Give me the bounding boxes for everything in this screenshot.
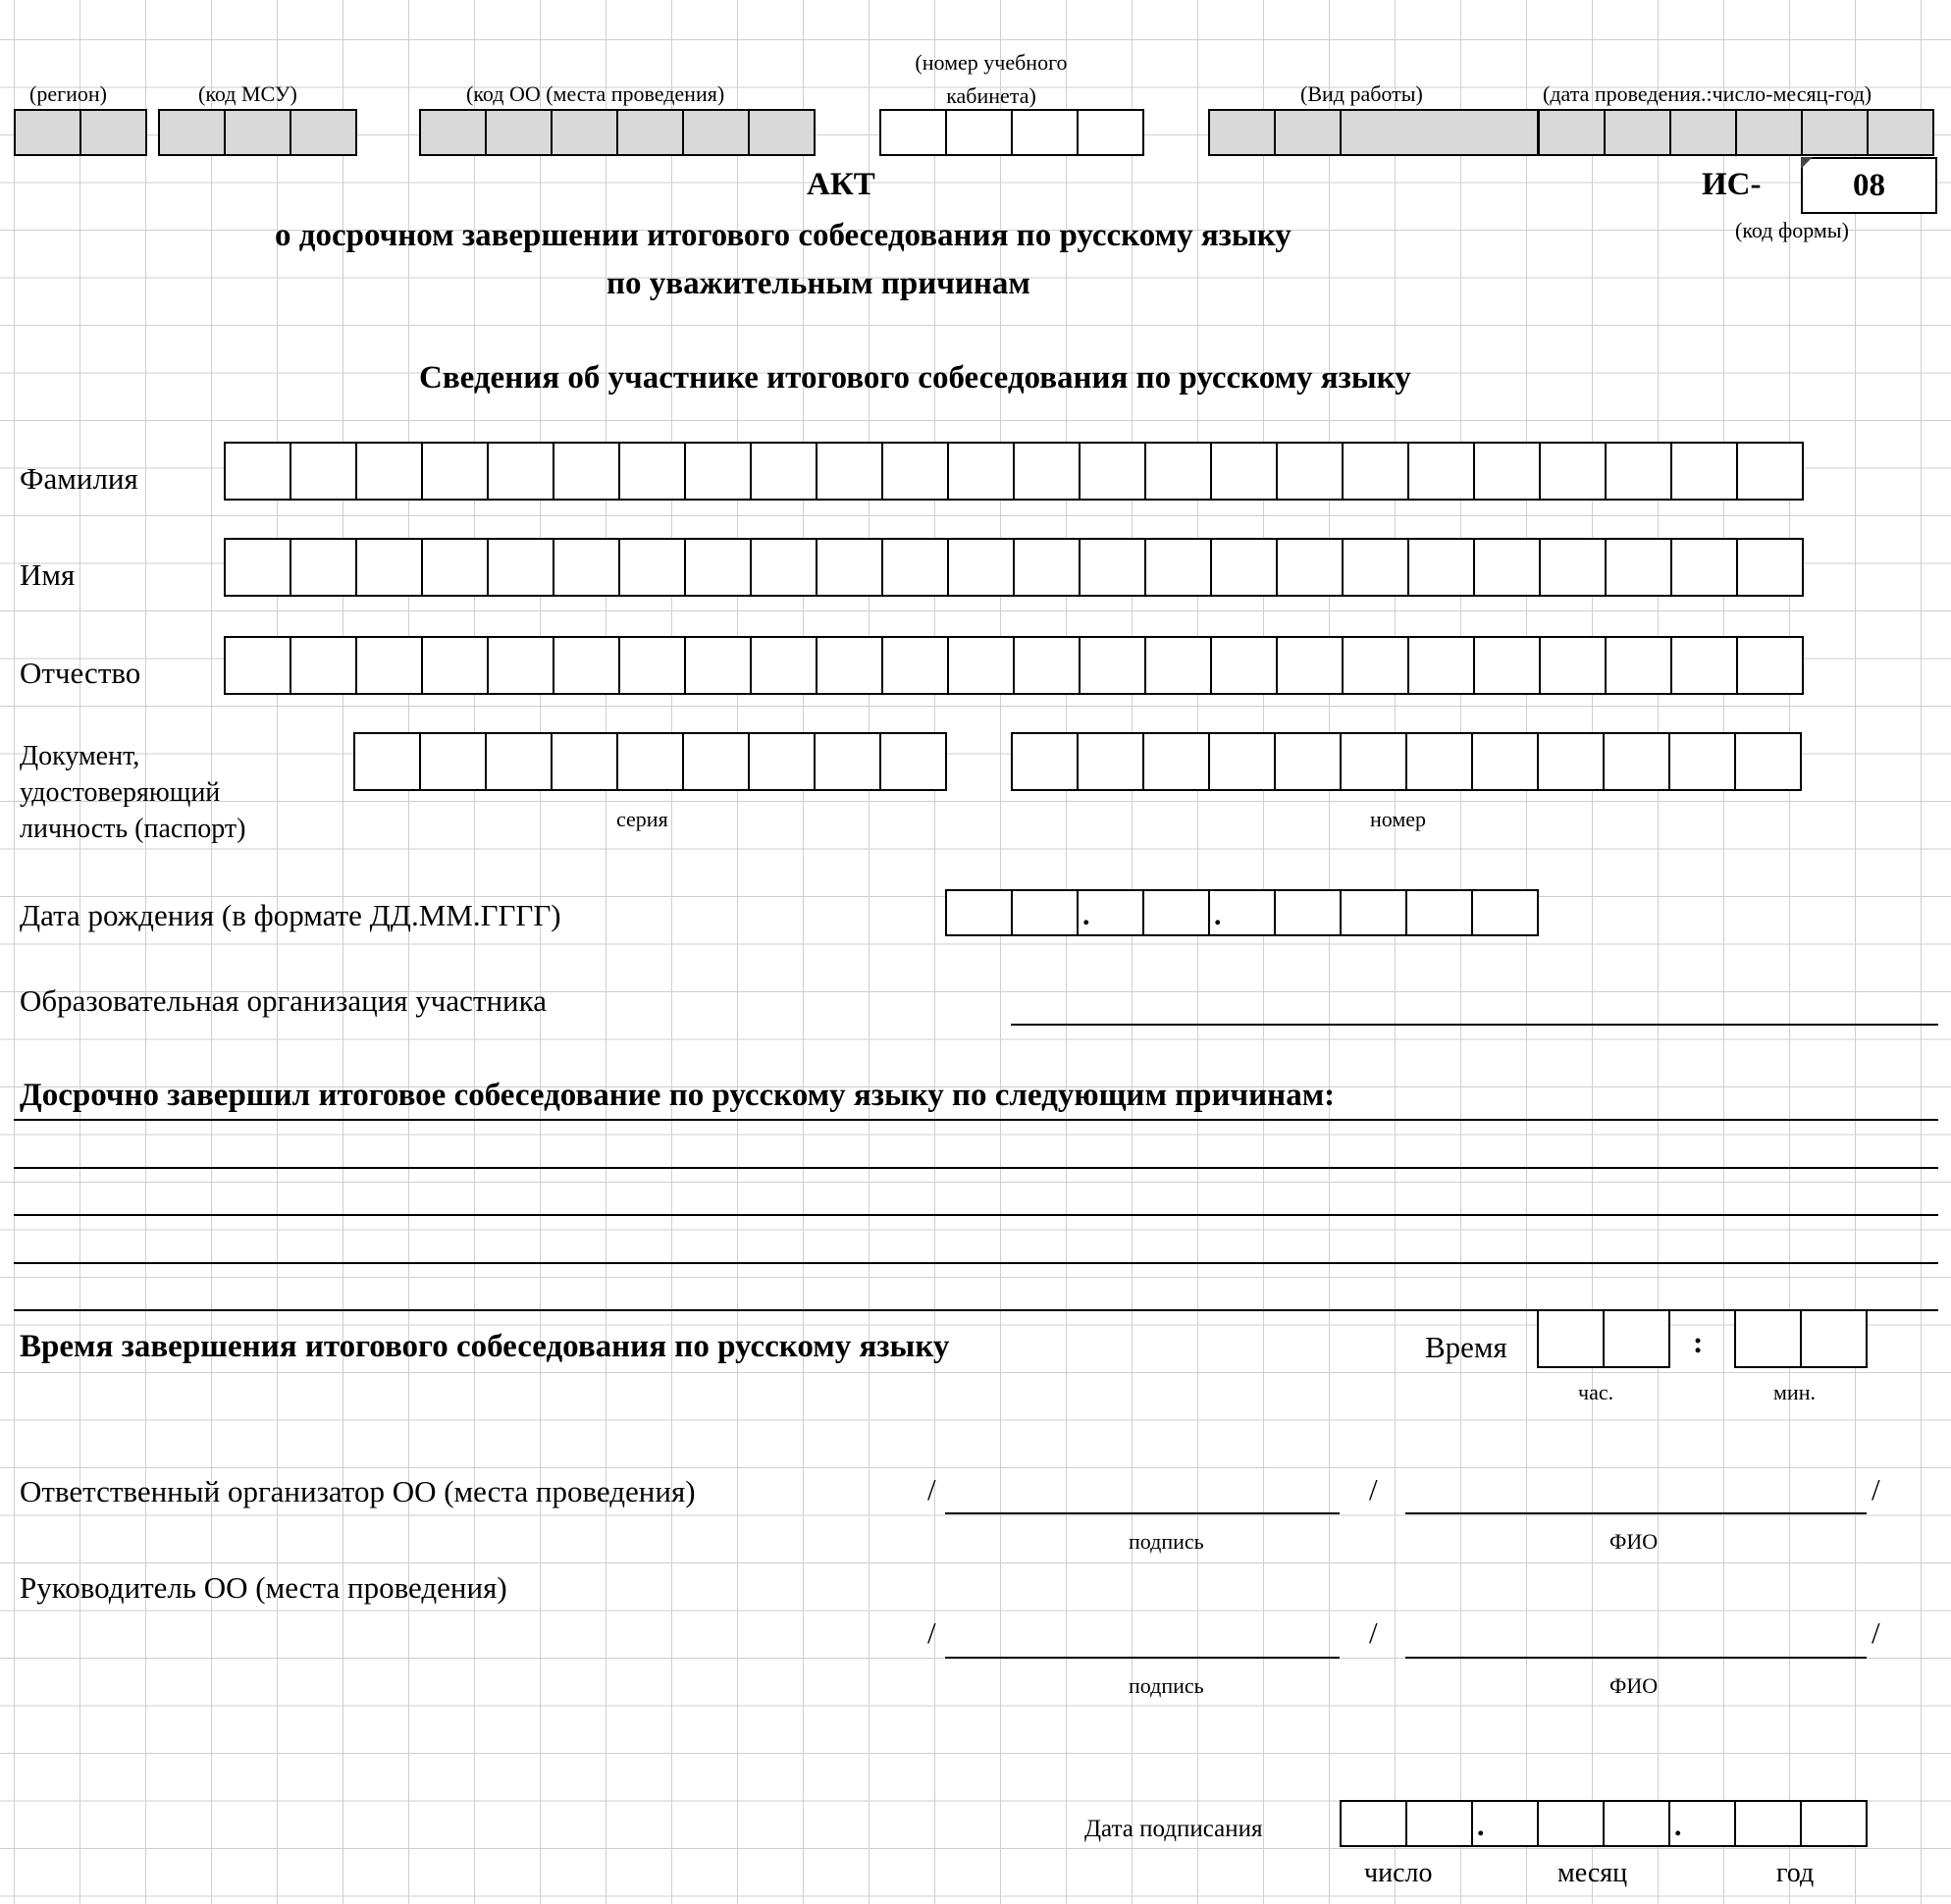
- document-label: Документ, удостоверяющий личность (паспорт): [20, 741, 246, 844]
- region-code-boxes[interactable]: [14, 109, 147, 156]
- hours-caption: час.: [1578, 1380, 1614, 1404]
- organizer-signature-line[interactable]: [945, 1512, 1340, 1514]
- reason-line[interactable]: [14, 1262, 1938, 1264]
- signing-date-boxes[interactable]: [1340, 1800, 1868, 1847]
- cabinet-number-boxes[interactable]: [879, 109, 1144, 156]
- time-label: Время: [1425, 1330, 1507, 1364]
- act-subtitle-line2: по уважительным причинам: [606, 266, 1030, 301]
- organization-label: Образовательная организация участника: [20, 983, 547, 1018]
- time-colon: :: [1693, 1325, 1704, 1359]
- date-caption: (дата проведения.:число-месяц-год): [1543, 81, 1872, 106]
- oo-caption: (код ОО (места проведения): [466, 81, 725, 106]
- year-caption: год: [1776, 1858, 1815, 1888]
- form-code-prefix: ИС-: [1702, 167, 1762, 202]
- series-caption: серия: [616, 807, 668, 831]
- minutes-caption: мин.: [1773, 1380, 1816, 1404]
- signing-date-label: Дата подписания: [1084, 1816, 1263, 1842]
- msu-code-boxes[interactable]: [158, 109, 357, 156]
- act-subtitle-line1: о досрочном завершении итогового собеседования по русскому языку: [275, 218, 1292, 253]
- reason-line[interactable]: [14, 1214, 1938, 1216]
- corner-marker: [1801, 157, 1813, 169]
- head-fio-line[interactable]: [1405, 1657, 1867, 1659]
- work-type-caption: (Вид работы): [1300, 81, 1423, 106]
- passport-series-boxes[interactable]: [353, 732, 947, 791]
- head-signature-line[interactable]: [945, 1657, 1340, 1659]
- slash: /: [927, 1472, 936, 1507]
- region-caption: (регион): [29, 81, 107, 106]
- form-code-value: 08: [1853, 168, 1885, 203]
- organizer-fio-caption: ФИО: [1609, 1529, 1659, 1554]
- name-boxes[interactable]: [224, 538, 1804, 597]
- act-title: АКТ: [807, 167, 875, 202]
- slash: /: [1369, 1472, 1378, 1507]
- organizer-label: Ответственный организатор ОО (места проведения): [20, 1474, 696, 1508]
- patronymic-boxes[interactable]: [224, 636, 1804, 695]
- work-type-boxes[interactable]: [1208, 109, 1539, 156]
- birth-date-label: Дата рождения (в формате ДД.ММ.ГГГГ): [20, 898, 561, 932]
- number-caption: номер: [1370, 807, 1427, 831]
- month-caption: месяц: [1557, 1858, 1628, 1888]
- reason-line[interactable]: [14, 1119, 1938, 1121]
- organizer-fio-line[interactable]: [1405, 1512, 1867, 1514]
- birth-date-boxes[interactable]: [945, 889, 1539, 936]
- reason-line[interactable]: [14, 1167, 1938, 1169]
- head-sign-caption: подпись: [1129, 1673, 1204, 1698]
- slash: /: [927, 1615, 936, 1650]
- form-code-caption: (код формы): [1735, 218, 1849, 242]
- participant-section-heading: Сведения об участнике итогового собеседования по русскому языку: [419, 360, 1411, 396]
- cabinet-caption: (номер учебного кабинета): [915, 50, 1068, 108]
- oo-code-boxes[interactable]: [419, 109, 816, 156]
- event-date-boxes[interactable]: [1538, 109, 1934, 156]
- slash: /: [1872, 1615, 1880, 1650]
- hours-boxes[interactable]: [1537, 1309, 1670, 1368]
- patronymic-label: Отчество: [20, 656, 141, 690]
- form-code-box: [1801, 157, 1937, 214]
- head-fio-caption: ФИО: [1609, 1673, 1659, 1698]
- day-caption: число: [1364, 1858, 1433, 1888]
- slash: /: [1872, 1472, 1880, 1507]
- reasons-heading: Досрочно завершил итоговое собеседование по русскому языку по следующим причинам:: [20, 1078, 1336, 1113]
- head-label: Руководитель ОО (места проведения): [20, 1570, 507, 1605]
- msu-caption: (код МСУ): [198, 81, 297, 106]
- organizer-sign-caption: подпись: [1129, 1529, 1204, 1554]
- name-label: Имя: [20, 557, 76, 592]
- finish-time-label: Время завершения итогового собеседования по русскому языку: [20, 1329, 950, 1364]
- surname-label: Фамилия: [20, 461, 138, 496]
- minutes-boxes[interactable]: [1734, 1309, 1868, 1368]
- surname-boxes[interactable]: [224, 442, 1804, 501]
- slash: /: [1369, 1615, 1378, 1650]
- passport-number-boxes[interactable]: [1011, 732, 1802, 791]
- organization-line[interactable]: [1011, 1024, 1938, 1026]
